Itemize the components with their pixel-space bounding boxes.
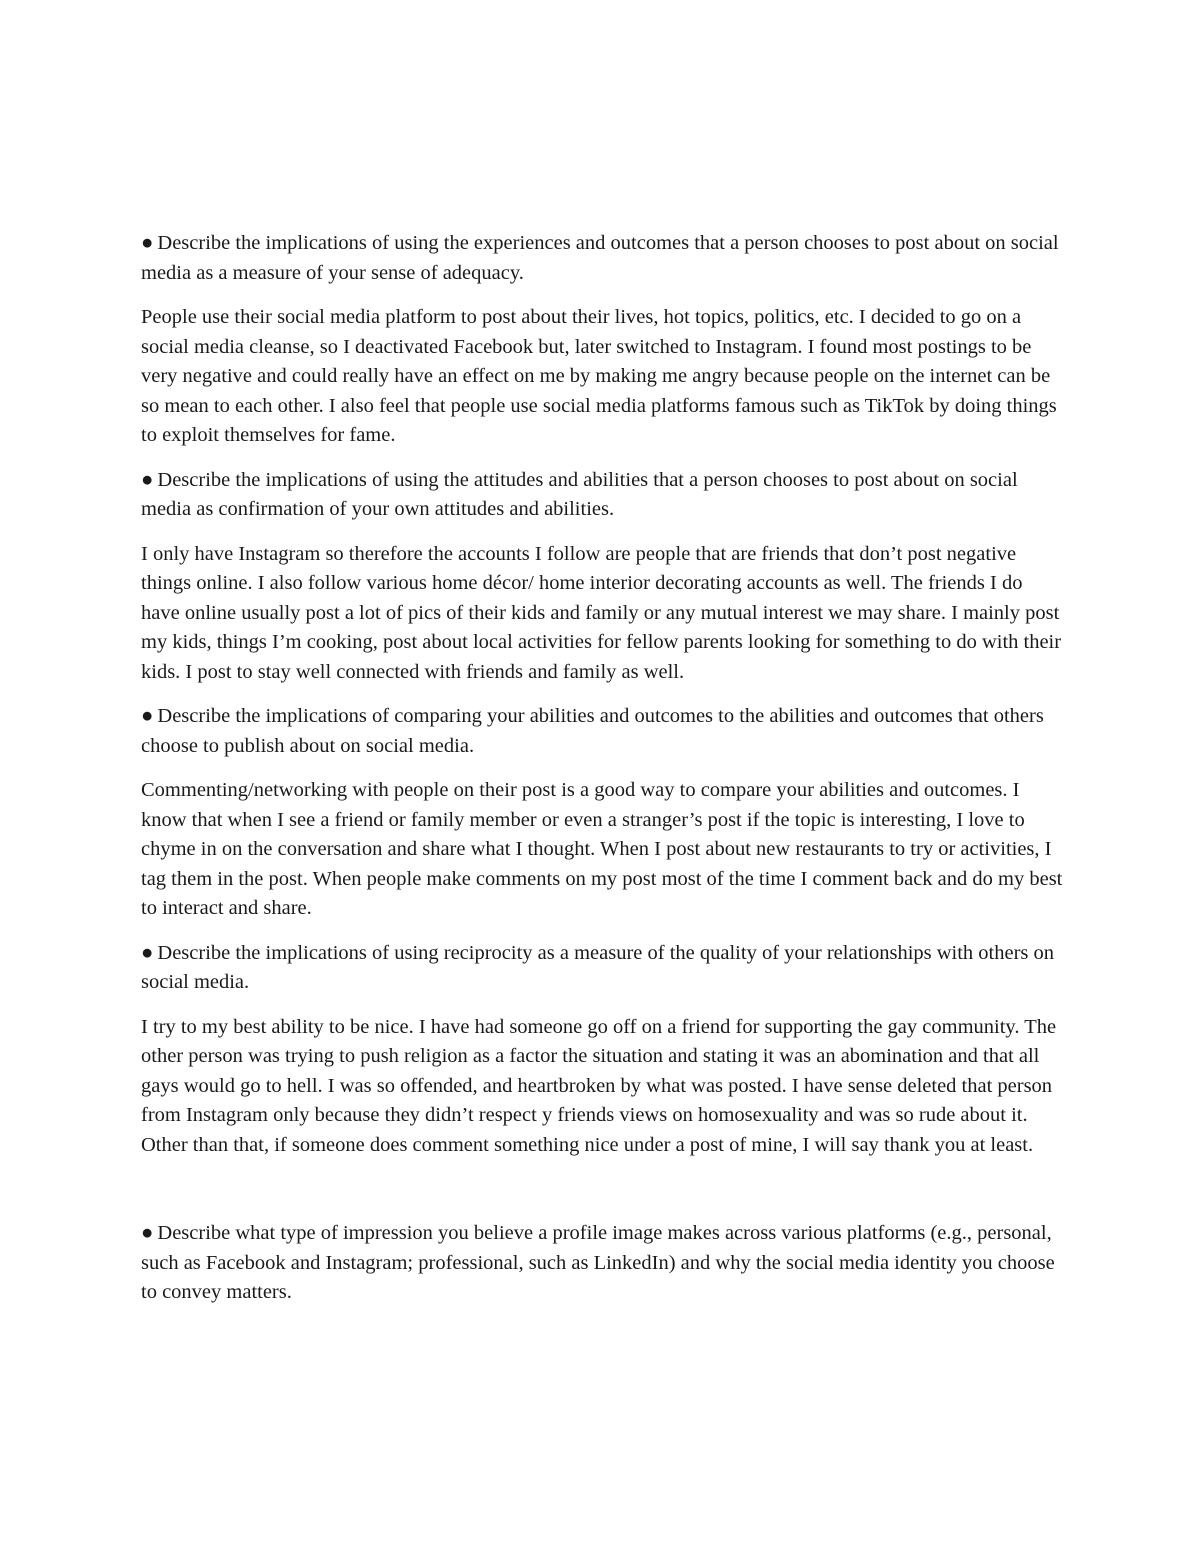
section-2 — [141, 466, 1066, 688]
question-text: Describe the implications of using reciprocity as a measure of the quality of your relationships with others on social media. — [141, 941, 1055, 993]
blank-space — [141, 1175, 1066, 1219]
bullet-icon: ● — [141, 705, 154, 727]
answer-paragraph: I only have Instagram so therefore the accounts I follow are people that are friends that don’t post negative things online. I also follow various home décor/ home interior decorating accounts as well. The friends I do have online usually post a lot of pics of their kids and family or any mutual interest we may share. I mainly post my kids, things I’m cooking, post about local activities for fellow parents looking for something to do with their kids. I post to stay well connected with friends and family as well. — [141, 542, 1062, 683]
bullet-icon: ● — [141, 1222, 154, 1244]
bullet-icon: ● — [141, 468, 154, 491]
question-prompt — [141, 229, 1066, 288]
section-1 — [141, 229, 1066, 451]
question-text: Describe the implications of comparing your abilities and outcomes to the abilities and outcomes that others choose to publish about on social media. — [141, 705, 1044, 757]
document-page — [141, 229, 1066, 1323]
section-5 — [141, 1219, 1066, 1308]
section-4 — [141, 939, 1066, 1161]
question-prompt — [141, 1219, 1066, 1308]
question-text: Describe the implications of using the experiences and outcomes that a person chooses to post about on social media as a measure of your sense of adequacy. — [141, 232, 1059, 284]
answer-paragraph: People use their social media platform to post about their lives, hot topics, politics, etc. I decided to go on a social media cleanse, so I deactivated Facebook but, later switched to Instagram. I found most postings to be very negative and could really have an effect on me by making me angry because people on the internet can be so mean to each other. I also feel that people use social media platforms famous such as TikTok by doing things to exploit themselves for fame. — [141, 306, 1057, 446]
question-text: Describe what type of impression you believe a profile image makes across various platforms (e.g., personal, such as Facebook and Instagram; professional, such as LinkedIn) and why the social media identity you choose to convey matters. — [141, 1222, 1055, 1303]
answer-paragraph: I try to my best ability to be nice. I have had someone go off on a friend for supporting the gay community. The other person was trying to push religion as a factor the situation and stating it was an abomination and that all gays would go to hell. I was so offended, and heartbroken by what was posted. I have sense deleted that person from Instagram only because they didn’t respect y friends views on homosexuality and was so rude about it. Other than that, if someone does comment something nice under a post of mine, I will say thank you at least. — [141, 1015, 1057, 1156]
bullet-icon: ● — [141, 232, 154, 254]
answer-paragraph: Commenting/networking with people on their post is a good way to compare your abilities and outcomes. I know that when I see a friend or family member or even a stranger’s post if the topic is interesting, I love to chyme in on the conversation and share what I thought. When I post about new restaurants to try or activities, I tag them in the post. When people make comments on my post most of the time I comment back and do my best to interact and share. — [141, 779, 1063, 919]
question-prompt — [141, 939, 1066, 998]
question-text: Describe the implications of using the attitudes and abilities that a person chooses to post about on social media as confirmation of your own attitudes and abilities. — [141, 468, 1018, 520]
section-3 — [141, 702, 1066, 924]
question-prompt — [141, 466, 1066, 525]
question-prompt — [141, 702, 1066, 761]
bullet-icon: ● — [141, 941, 154, 964]
